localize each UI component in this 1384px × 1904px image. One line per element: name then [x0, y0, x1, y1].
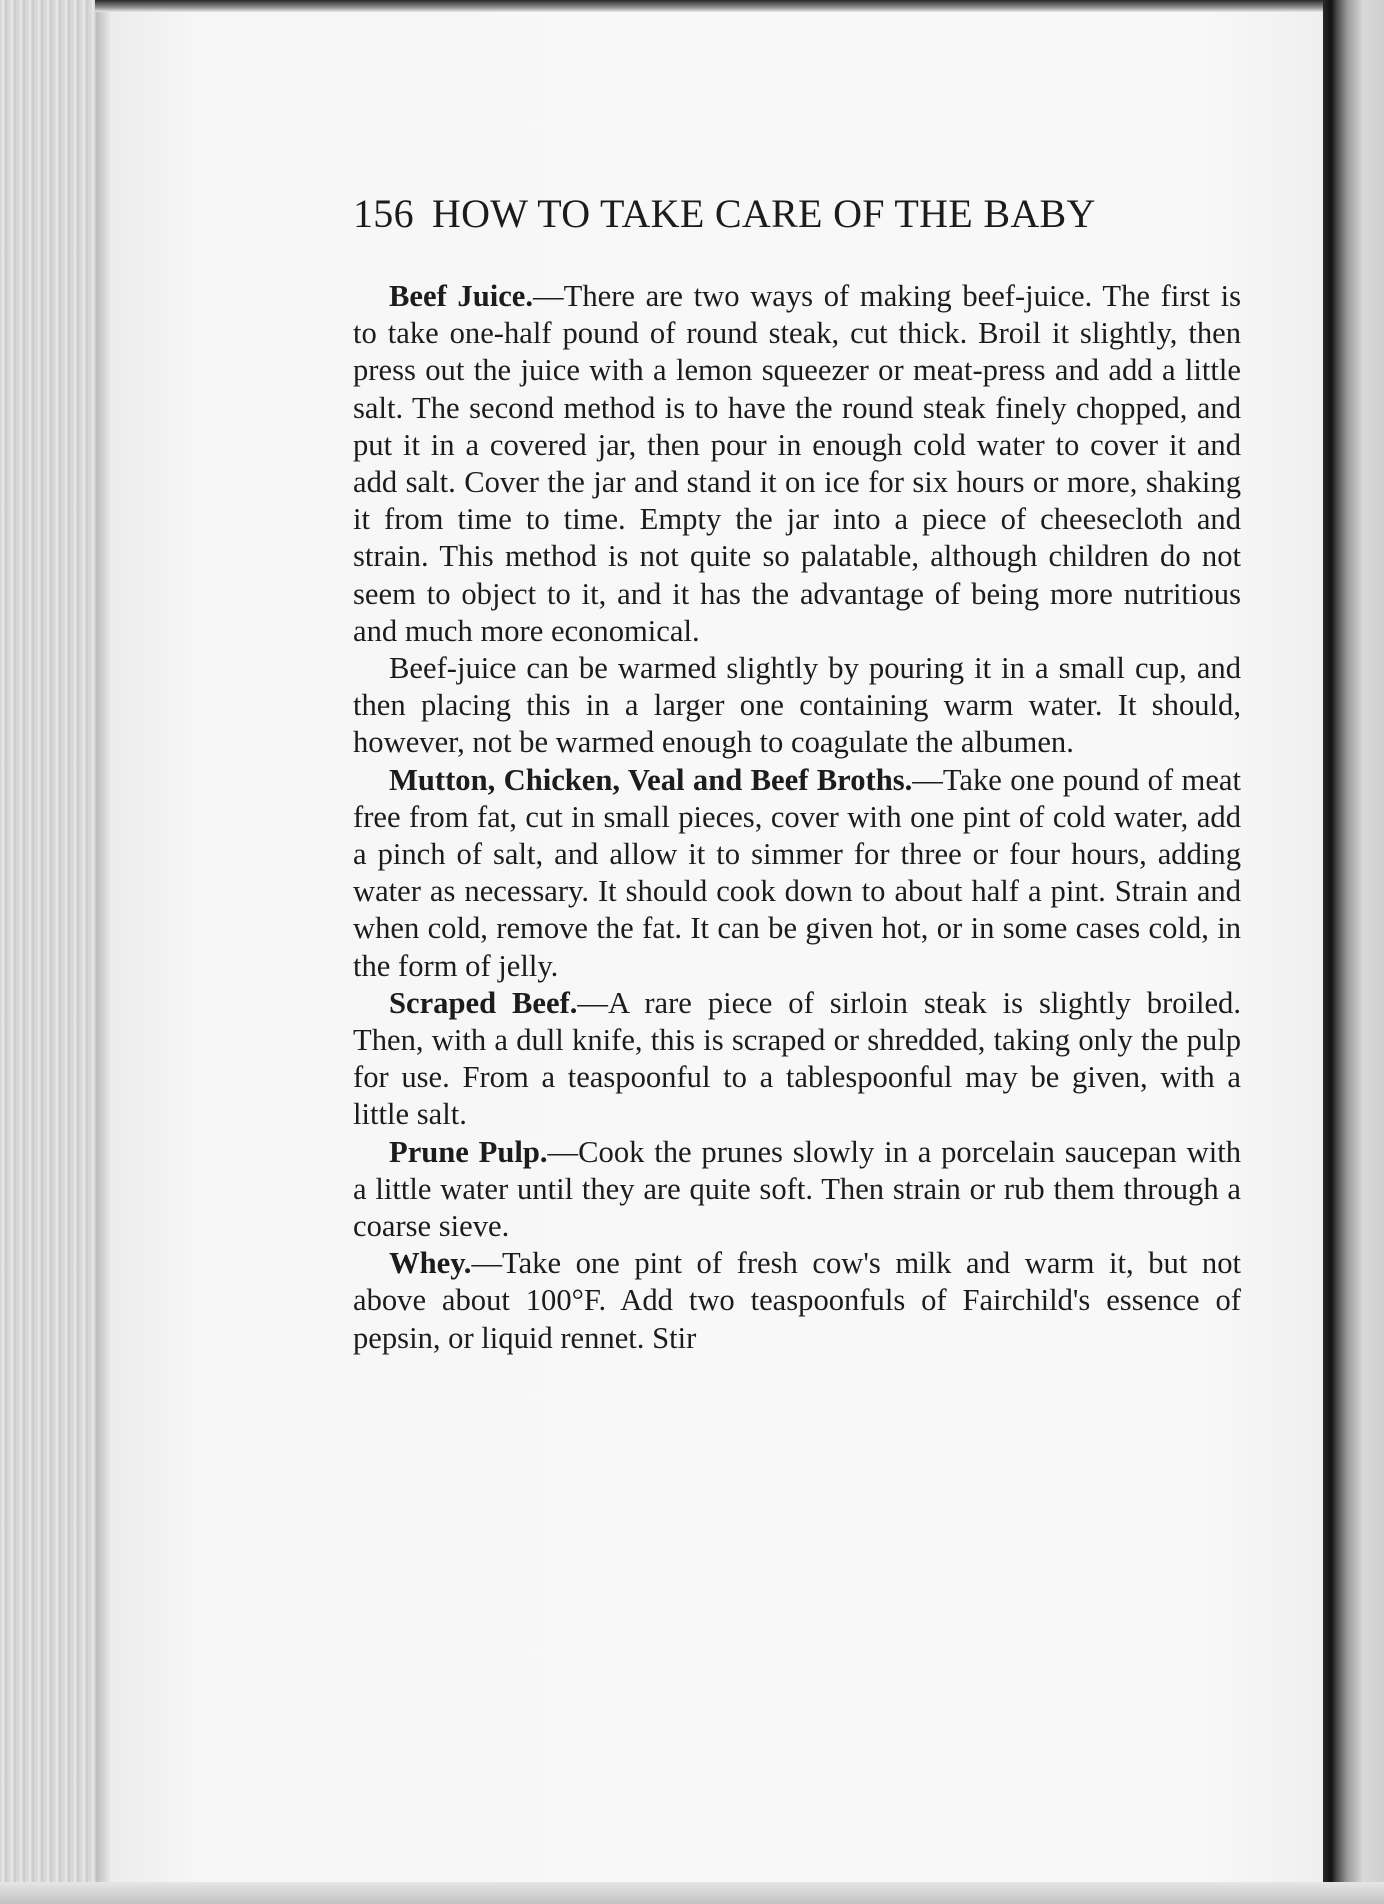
paragraph-heading: Scraped Beef. [389, 985, 578, 1020]
running-head [353, 188, 1183, 240]
book-spine-edge [1323, 0, 1384, 1904]
paragraph-prune-pulp [353, 1134, 1241, 1246]
paragraph-heading: Whey. [389, 1246, 472, 1281]
paragraph-beef-juice [353, 278, 1241, 650]
page-body [353, 278, 1241, 1357]
paragraph-heading: Beef Juice. [389, 279, 534, 313]
page-number: 156 [353, 191, 414, 236]
paragraph-text: —Cook the prunes slowly in a porcelain saucepan with a little water until they are quite soft. Then strain or rub them through a coarse sieve. [353, 1134, 1242, 1244]
paragraph-text: —Take one pint of fresh cow's milk and warm it, but not above about 100°F. Add two teaspoonfuls of Fairchild's essence of pepsin, or liquid rennet. Stir [353, 1246, 1241, 1355]
scan-top-edge [95, 0, 1340, 12]
paragraph-text: —Take one pound of meat free from fat, cut in small pieces, cover with one pint of cold water, add a pinch of salt, and allow it to simmer for three or four hours, adding water as necessary. It should cook down to about half a pint. Strain and when cold, remove the fat. It can be given hot, or in some cases cold, in the form of jelly. [353, 762, 1241, 983]
book-page-edges [0, 0, 110, 1904]
paragraph-whey [353, 1245, 1241, 1357]
paragraph-text: —There are two ways of making beef-juice. The first is to take one-half pound of round steak, cut thick. Broil it slightly, then press out the juice with a lemon squeezer or meat-press and add a little salt. The second method is to have the round steak finely chopped, and put it in a covered jar, then pour in enough cold water to cover it and add salt. Cover the jar and stand it on ice for six hours or more, shaking it from time to time. Empty the jar into a piece of cheesecloth and strain. This method is not quite so palatable, although children do not seem to object to it, and it has the advantage of being more nutritious and much more economical. [353, 279, 1241, 648]
paragraph-text: Beef-juice can be warmed slightly by pouring it in a small cup, and then placing this in a larger one containing warm water. It should, however, not be warmed enough to coagulate the albumen. [353, 651, 1241, 760]
paragraph-beef-juice-warming [353, 650, 1241, 762]
paragraph-broths [353, 762, 1241, 985]
paragraph-scraped-beef [353, 985, 1241, 1134]
running-title: HOW TO TAKE CARE OF THE BABY [431, 191, 1096, 236]
paragraph-text: —A rare piece of sirloin steak is slightly broiled. Then, with a dull knife, this is scraped or shredded, taking only the pulp for use. From a teaspoonful to a tablespoonful may be given, with a little salt. [353, 985, 1241, 1132]
scan-bottom-edge [0, 1882, 1384, 1904]
paragraph-heading: Mutton, Chicken, Veal and Beef Broths. [389, 762, 913, 797]
paragraph-heading: Prune Pulp. [389, 1134, 548, 1169]
